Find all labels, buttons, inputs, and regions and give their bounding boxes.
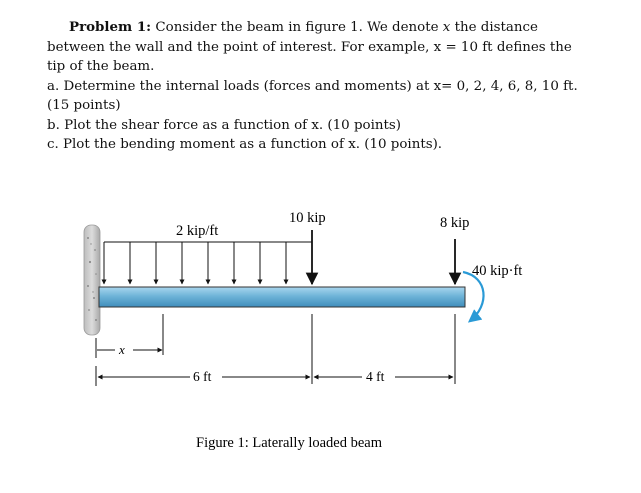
distributed-load — [104, 242, 312, 284]
part-a: a. Determine the internal loads (forces and moments) at x= 0, 2, 4, 6, 8, 10 ft. (15 points) — [47, 78, 578, 113]
figure-caption: Figure 1: Laterally loaded beam — [196, 435, 383, 451]
dim-4ft-label: 4 ft — [366, 369, 385, 384]
intro-text-3: defines the tip of the beam. — [47, 39, 572, 74]
distributed-load-arrows — [104, 242, 286, 284]
problem-heading: Problem 1: — [69, 19, 152, 35]
intro-text-1: Consider the beam in figure 1. We denote — [155, 20, 443, 35]
part-b: b. Plot the shear force as a function of x. (10 points) — [47, 117, 401, 133]
x-dimension — [96, 314, 163, 358]
wall-support — [84, 225, 100, 335]
dim-6ft-label: 6 ft — [193, 369, 212, 384]
moment-label: 40 kip·ft — [472, 263, 523, 279]
x-symbol: x — [442, 20, 451, 35]
moment-arrow — [463, 272, 484, 321]
beam — [99, 287, 465, 307]
intro-text-2: the distance between the wall and the point of interest. For example, — [47, 20, 538, 55]
x-dim-label: x — [119, 342, 125, 357]
point-load-8kip-label: 8 kip — [440, 215, 470, 231]
part-c: c. Plot the bending moment as a function of x. (10 points). — [47, 137, 443, 152]
point-load-10kip-label: 10 kip — [289, 210, 326, 226]
example-equation: x = 10 ft — [433, 39, 493, 55]
distributed-load-label: 2 kip/ft — [176, 223, 219, 239]
